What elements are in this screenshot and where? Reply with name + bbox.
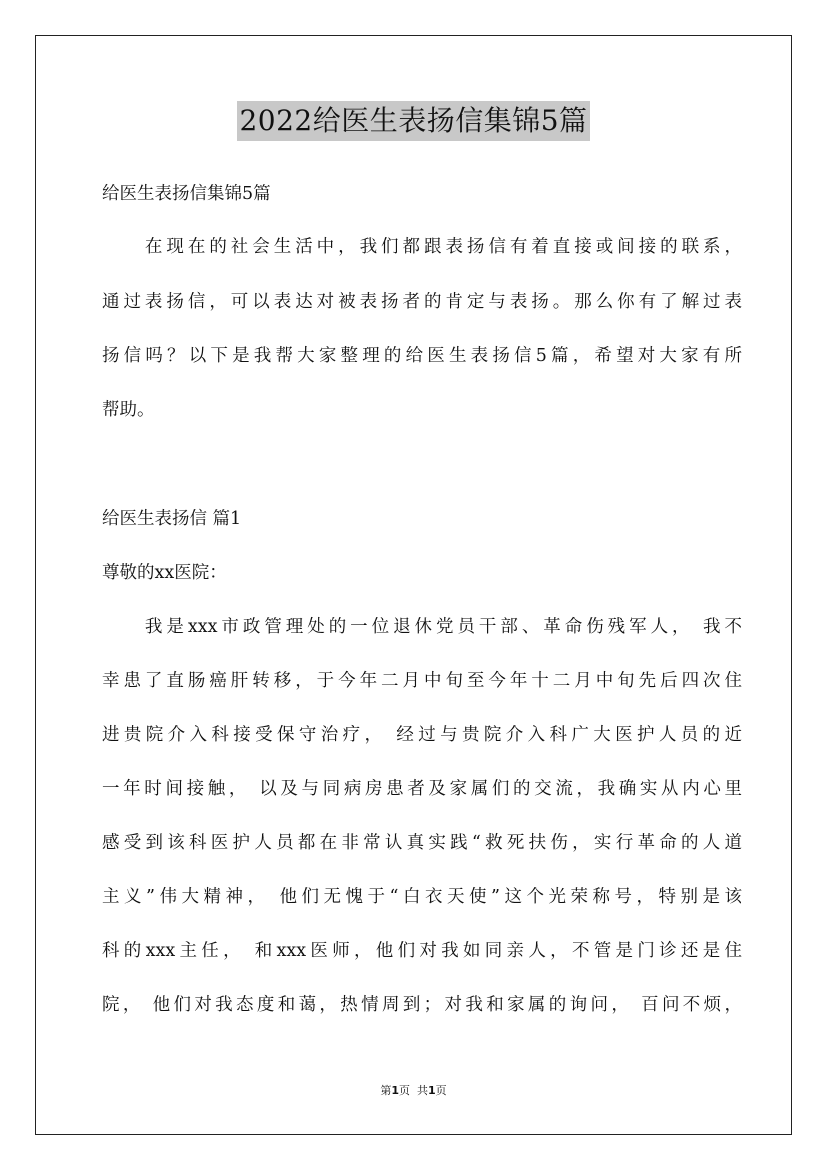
body-line: 在现在的社会生活中，我们都跟表扬信有着直接或间接的联系， — [102, 237, 742, 257]
footer-total-suffix: 页 — [435, 1084, 447, 1097]
body-line: 我是xxx市政管理处的一位退休党员干部、革命伤残军人， 我不 — [102, 617, 742, 637]
footer-total-number: 1 — [428, 1084, 436, 1097]
body-line: 扬信吗？以下是我帮大家整理的给医生表扬信5篇，希望对大家有所 — [102, 346, 742, 366]
body-line: 科的xxx主任， 和xxx医师，他们对我如同亲人，不管是门诊还是住 — [102, 941, 742, 961]
subtitle-line: 给医生表扬信集锦5篇 — [102, 184, 271, 204]
body-line: 一年时间接触， 以及与同病房患者及家属们的交流，我确实从内心里 — [102, 779, 742, 799]
body-line: 幸患了直肠癌肝转移，于今年二月中旬至今年十二月中旬先后四次住 — [102, 671, 742, 691]
body-line: 感受到该科医护人员都在非常认真实践“救死扶伤，实行革命的人道 — [102, 833, 742, 853]
body-line: 帮助。 — [102, 400, 155, 420]
section-heading: 给医生表扬信 篇1 — [102, 509, 242, 529]
title-container — [0, 101, 827, 141]
footer-page-number: 1 — [391, 1084, 399, 1097]
footer-page-suffix: 页 — [399, 1084, 410, 1097]
footer-page-prefix: 第 — [380, 1084, 392, 1097]
document-title: 2022给医生表扬信集锦5篇 — [237, 101, 589, 141]
body-line: 进贵院介入科接受保守治疗， 经过与贵院介入科广大医护人员的近 — [102, 725, 742, 745]
body-line: 院， 他们对我态度和蔼，热情周到；对我和家属的询问， 百问不烦， — [102, 995, 742, 1015]
page-footer — [0, 1084, 827, 1098]
body-line: 通过表扬信，可以表达对被表扬者的肯定与表扬。那么你有了解过表 — [102, 292, 742, 312]
footer-total-prefix: 共 — [417, 1084, 428, 1097]
salutation: 尊敬的xx医院： — [102, 563, 227, 583]
body-line: 主义”伟大精神， 他们无愧于“白衣天使”这个光荣称号，特别是该 — [102, 887, 742, 907]
